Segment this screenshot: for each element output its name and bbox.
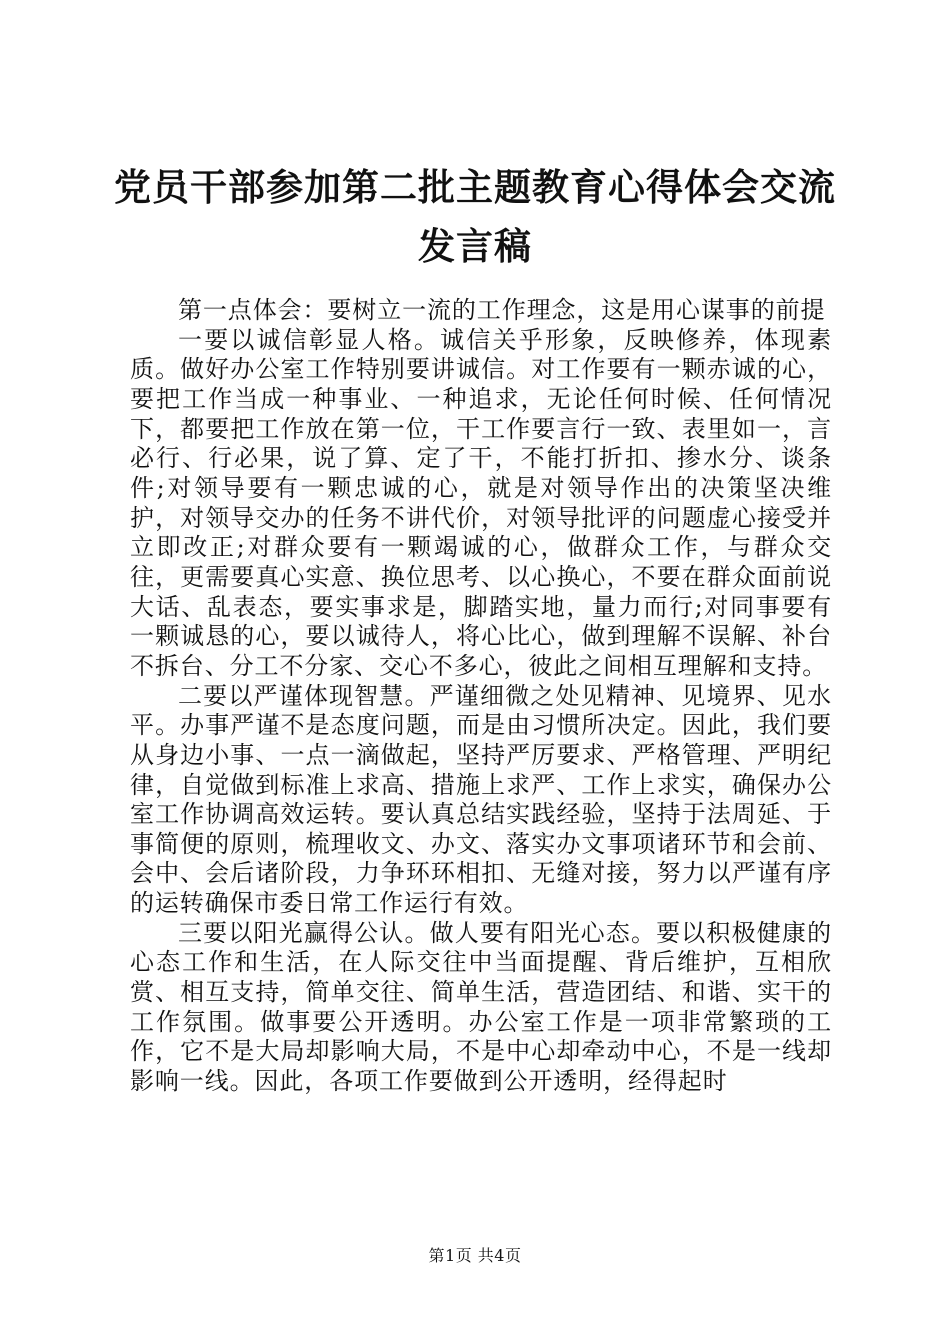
paragraph-heading: 第一点体会：要树立一流的工作理念，这是用心谋事的前提 [178, 296, 826, 324]
page-number-footer: 第1页 共4页 [428, 1246, 522, 1265]
document-body [130, 296, 832, 1097]
paragraph-sunshine: 三要以阳光赢得公认。做人要有阳光心态。要以积极健康的心态工作和生活，在人际交往中当面提醒、背后维护，互相欣赏、相互支持，简单交往、简单生活，营造团结、和谐、实干的工作氛围。做事要公开透明。办公室工作是一项非常繁琐的工作，它不是大局却影响大局，不是中心却牵动中心，不是一线却影响一线。因此，各项工作要做到公开透明，经得起时 [130, 918, 832, 1096]
paragraph-integrity: 一要以诚信彰显人格。诚信关乎形象，反映修养，体现素质。做好办公室工作特别要讲诚信。对工作要有一颗赤诚的心，要把工作当成一种事业、一种追求，无论任何时候、任何情况下，都要把工作放在第一位，干工作要言行一致、表里如一，言必行、行必果，说了算、定了干，不能打折扣、掺水分、谈条件;对领导要有一颗忠诚的心，就是对领导作出的决策坚决维护，对领导交办的任务不讲代价，对领导批评的问题虚心接受并立即改正;对群众要有一颗竭诚的心，做群众工作，与群众交往，更需要真心实意、换位思考、以心换心，不要在群众面前说大话、乱表态，要实事求是，脚踏实地，量力而行;对同事要有一颗诚恳的心，要以诚待人，将心比心，做到理解不误解、补台不拆台、分工不分家、交心不多心，彼此之间相互理解和支持。 [130, 325, 832, 680]
paragraph-rigor: 二要以严谨体现智慧。严谨细微之处见精神、见境界、见水平。办事严谨不是态度问题，而是由习惯所决定。因此，我们要从身边小事、一点一滴做起，坚持严厉要求、严格管理、严明纪律，自觉做到标准上求高、措施上求严、工作上求实，确保办公室工作协调高效运转。要认真总结实践经验，坚持于法周延、于事简便的原则，梳理收文、办文、落实办文事项诸环节和会前、会中、会后诸阶段，力争环环相扣、无缝对接，努力以严谨有序的运转确保市委日常工作运行有效。 [130, 681, 832, 918]
document-title: 党员干部参加第二批主题教育心得体会交流发言稿 [114, 165, 836, 268]
